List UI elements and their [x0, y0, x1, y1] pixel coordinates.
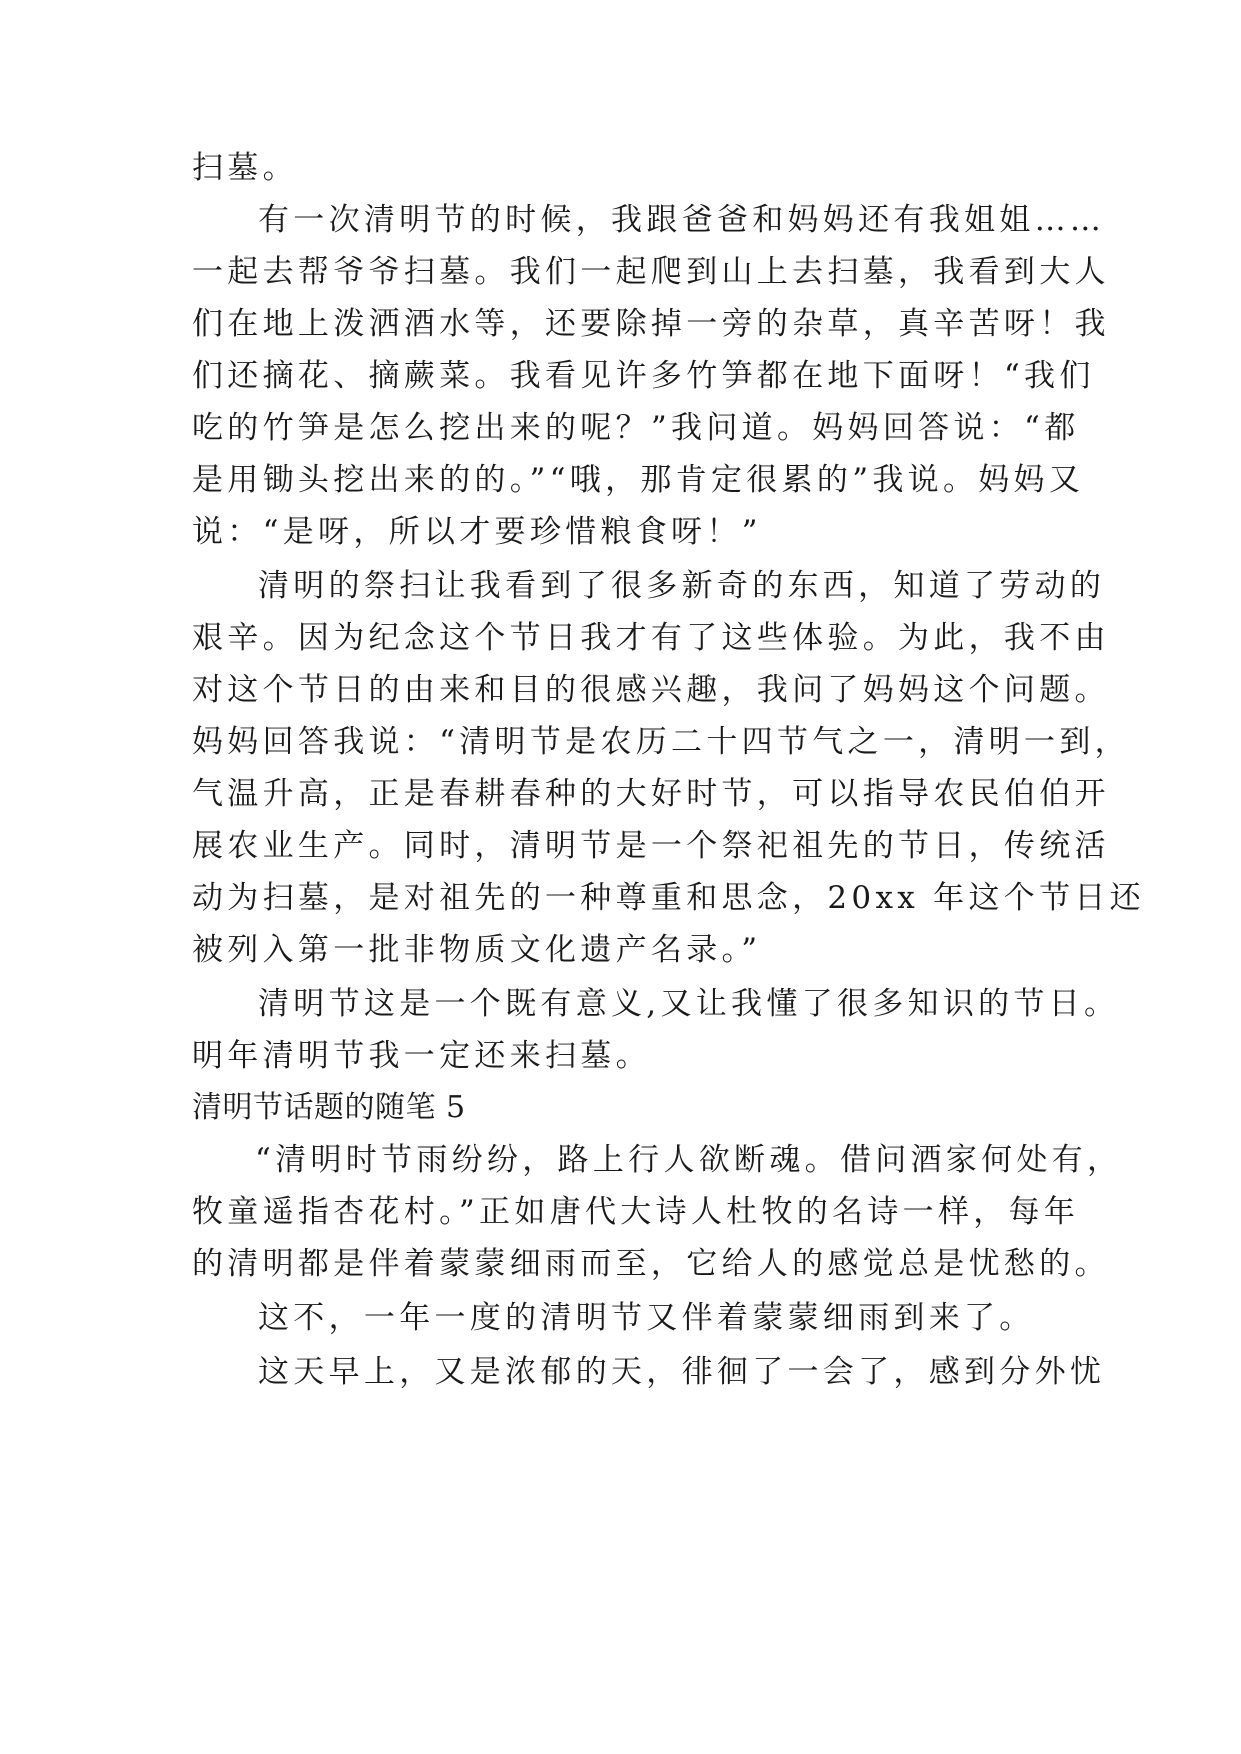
text-line: 扫墓。 — [192, 150, 298, 186]
text-line: 吃的竹笋是怎么挖出来的呢？”我问道。妈妈回答说：“都 — [192, 410, 1080, 446]
text-line: 明年清明节我一定还来扫墓。 — [192, 1038, 651, 1074]
paragraph-start-line: 清明的祭扫让我看到了很多新奇的东西，知道了劳动的 — [258, 568, 1106, 604]
text-line: 艰辛。因为纪念这个节日我才有了这些体验。为此，我不由 — [192, 620, 1110, 656]
paragraph-start-line: 有一次清明节的时候，我跟爸爸和妈妈还有我姐姐…… — [258, 202, 1106, 238]
section-heading: 清明节话题的随笔 5 — [192, 1090, 466, 1125]
text-line: 展农业生产。同时，清明节是一个祭祀祖先的节日，传统活 — [192, 828, 1110, 864]
text-line: 气温升高，正是春耕春种的大好时节，可以指导农民伯伯开 — [192, 776, 1110, 812]
text-line: 是用锄头挖出来的的。”“哦，那肯定很累的”我说。妈妈又 — [192, 462, 1085, 498]
paragraph-start-line: “清明时节雨纷纷，路上行人欲断魂。借问酒家何处有， — [255, 1142, 1123, 1178]
text-line: 一起去帮爷爷扫墓。我们一起爬到山上去扫墓，我看到大人 — [192, 254, 1110, 290]
text-line: 对这个节日的由来和目的很感兴趣，我问了妈妈这个问题。 — [192, 672, 1110, 708]
text-line: 说：“是呀，所以才要珍惜粮食呀！” — [192, 514, 762, 550]
text-line: 的清明都是伴着蒙蒙细雨而至，它给人的感觉总是忧愁的。 — [192, 1246, 1110, 1282]
paragraph-start-line: 这天早上，又是浓郁的天，徘徊了一会了，感到分外忧 — [258, 1354, 1106, 1390]
text-line: 动为扫墓，是对祖先的一种尊重和思念，20xx 年这个节日还 — [192, 880, 1145, 916]
paragraph-start-line: 清明节这是一个既有意义,又让我懂了很多知识的节日。 — [258, 986, 1120, 1022]
text-line: 牧童遥指杏花村。”正如唐代大诗人杜牧的名诗一样，每年 — [192, 1194, 1080, 1230]
text-line: 们在地上泼洒酒水等，还要除掉一旁的杂草，真辛苦呀！我 — [192, 306, 1110, 342]
text-line: 被列入第一批非物质文化遗产名录。” — [192, 932, 762, 968]
paragraph-start-line: 这不，一年一度的清明节又伴着蒙蒙细雨到来了。 — [258, 1300, 1035, 1336]
text-line: 们还摘花、摘蕨菜。我看见许多竹笋都在地下面呀！“我们 — [192, 358, 1095, 394]
text-line: 妈妈回答我说：“清明节是农历二十四节气之一，清明一到， — [192, 724, 1130, 760]
